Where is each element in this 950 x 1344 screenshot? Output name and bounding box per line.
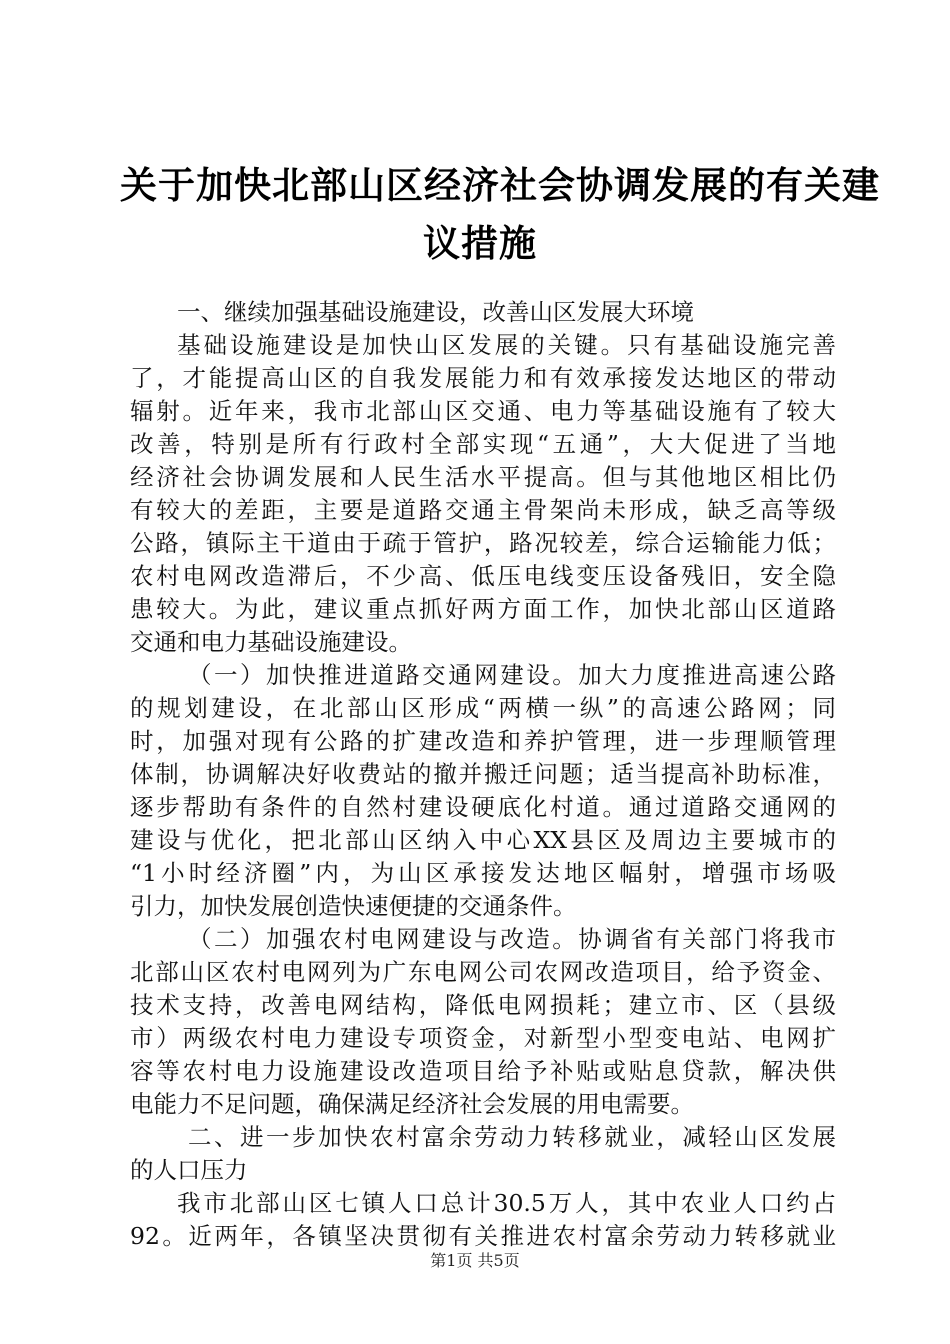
paragraph-line: 逐步帮助有条件的自然村建设硬底化村道。通过道路交通网的 — [130, 793, 836, 821]
paragraph-line: 技术支持，改善电网结构，降低电网损耗；建立市、区（县级 — [130, 991, 836, 1019]
section-heading: 一、继续加强基础设施建设，改善山区发展大环境 — [177, 298, 694, 326]
paragraph-line: 经济社会协调发展和人民生活水平提高。但与其他地区相比仍 — [130, 463, 836, 491]
paragraph-line: 患较大。为此，建议重点抓好两方面工作，加快北部山区道路 — [130, 595, 836, 623]
paragraph-line: 北部山区农村电网列为广东电网公司农网改造项目，给予资金、 — [130, 958, 836, 986]
paragraph-line: 了，才能提高山区的自我发展能力和有效承接发达地区的带动 — [130, 364, 836, 392]
paragraph-line: 建设与优化，把北部山区纳入中心XX县区及周边主要城市的 — [130, 826, 836, 854]
paragraph-line: 基础设施建设是加快山区发展的关键。只有基础设施完善 — [177, 331, 836, 359]
paragraph-line: 有较大的差距，主要是道路交通主骨架尚未形成，缺乏高等级 — [130, 496, 836, 524]
paragraph-line: 的规划建设，在北部山区形成“两横一纵”的高速公路网；同 — [130, 694, 836, 722]
paragraph-line: 时，加强对现有公路的扩建改造和养护管理，进一步理顺管理 — [130, 727, 836, 755]
paragraph-line: 我市北部山区七镇人口总计30.5万人，其中农业人口约占 — [177, 1189, 836, 1217]
document-title-line-1: 关于加快北部山区经济社会协调发展的有关建 — [120, 164, 880, 207]
paragraph-line: 公路，镇际主干道由于疏于管护，路况较差，综合运输能力低； — [130, 529, 836, 557]
paragraph-line: 92。近两年，各镇坚决贯彻有关推进农村富余劳动力转移就业 — [130, 1222, 836, 1250]
section-heading: 的人口压力 — [130, 1156, 248, 1184]
paragraph-line: 农村电网改造滞后，不少高、低压电线变压设备残旧，安全隐 — [130, 562, 836, 590]
paragraph-line: 引力，加快发展创造快速便捷的交通条件。 — [130, 892, 577, 920]
paragraph-line: 体制，协调解决好收费站的撤并搬迁问题；适当提高补助标准， — [130, 760, 836, 788]
section-heading: 二、进一步加快农村富余劳动力转移就业，减轻山区发展 — [188, 1123, 836, 1151]
paragraph-line: 交通和电力基础设施建设。 — [130, 628, 412, 656]
paragraph-line: “1小时经济圈”内，为山区承接发达地区幅射，增强市场吸 — [130, 859, 836, 887]
paragraph-line: （二）加强农村电网建设与改造。协调省有关部门将我市 — [188, 925, 836, 953]
paragraph-line: 辐射。近年来，我市北部山区交通、电力等基础设施有了较大 — [130, 397, 836, 425]
paragraph-line: 容等农村电力设施建设改造项目给予补贴或贴息贷款，解决供 — [130, 1057, 836, 1085]
document-title-line-2: 议措施 — [423, 222, 537, 265]
paragraph-line: 改善，特别是所有行政村全部实现“五通”，大大促进了当地 — [130, 430, 836, 458]
page-footer: 第1页 共5页 — [430, 1251, 520, 1270]
paragraph-line: 电能力不足问题，确保满足经济社会发展的用电需要。 — [130, 1090, 694, 1118]
paragraph-line: 市）两级农村电力建设专项资金，对新型小型变电站、电网扩 — [130, 1024, 836, 1052]
paragraph-line: （一）加快推进道路交通网建设。加大力度推进高速公路 — [188, 661, 836, 689]
